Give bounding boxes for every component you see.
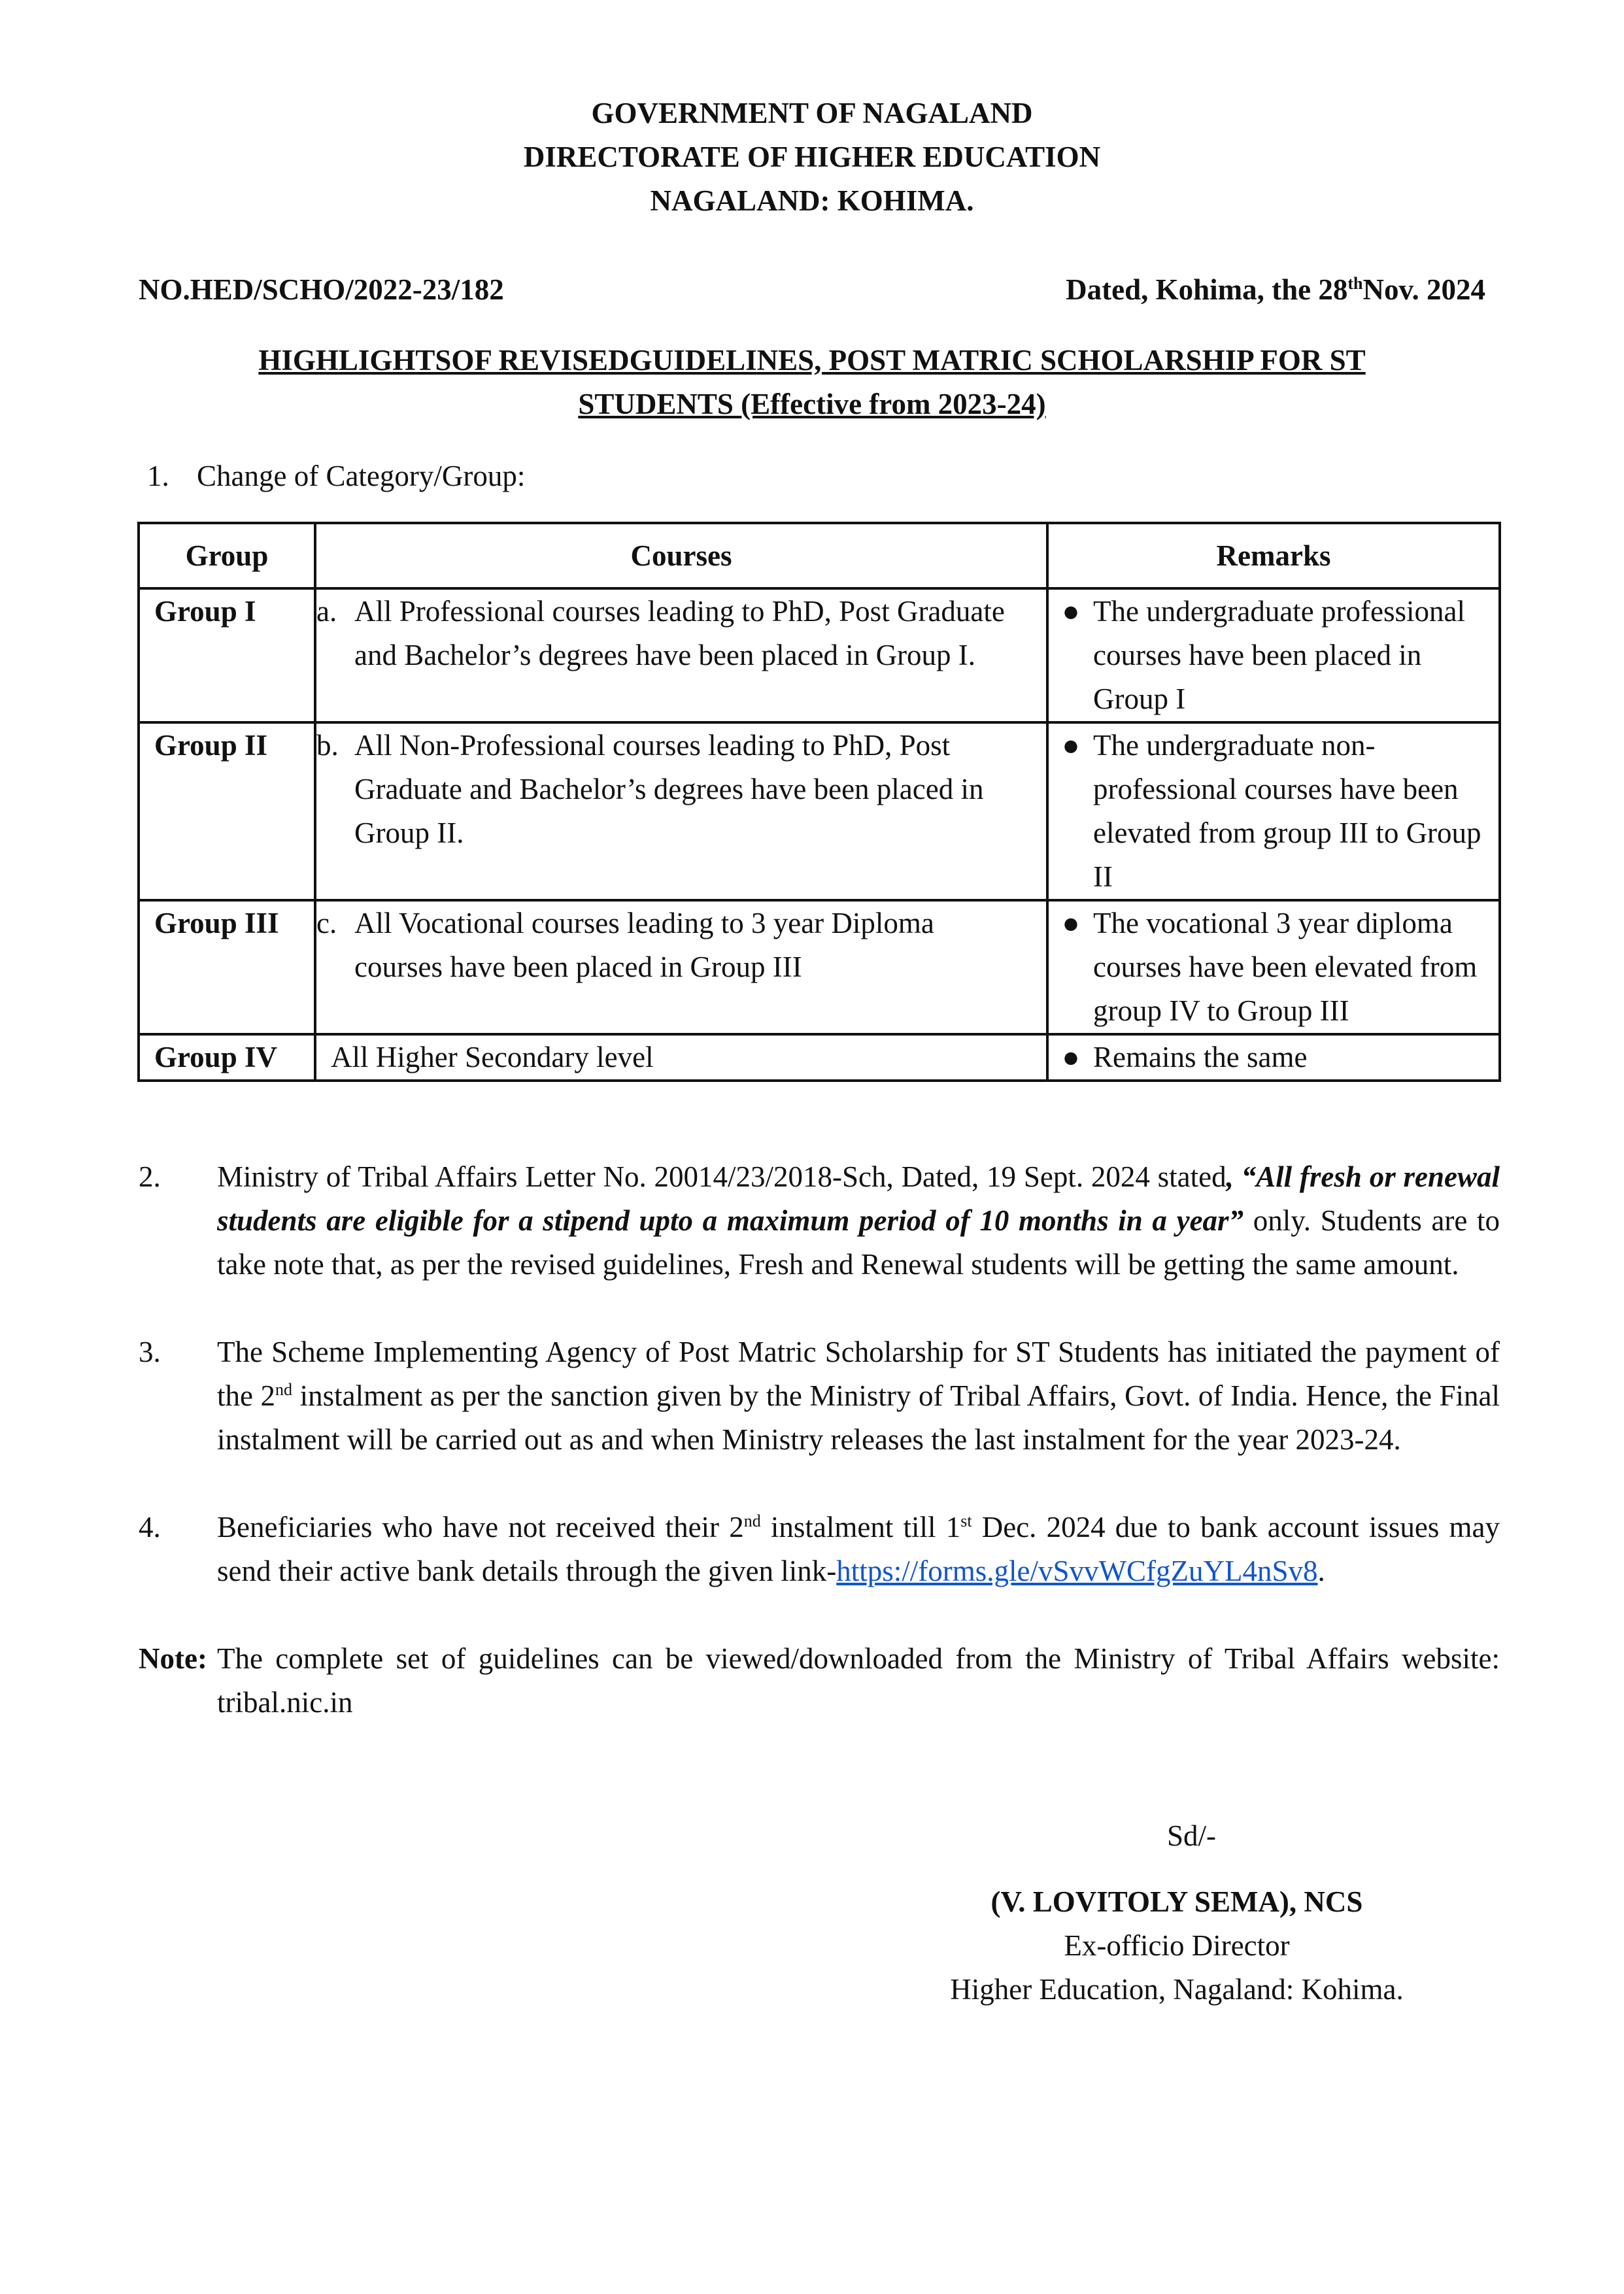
signatory-name: (V. LOVITOLY SEMA), NCS (990, 1885, 1363, 1918)
bank-details-form-link[interactable]: https://forms.gle/vSvvWCfgZuYL4nSv8 (836, 1555, 1318, 1587)
header-courses: Courses (315, 523, 1047, 588)
note (139, 1637, 1500, 1725)
paragraph-4-ordinal-2: st (960, 1511, 972, 1530)
table-row (139, 1034, 1500, 1081)
item-1-heading (147, 454, 525, 498)
letterhead-line-location: NAGALAND: KOHIMA. (650, 184, 974, 217)
table-header-row (139, 523, 1500, 588)
date-ordinal: th (1347, 274, 1363, 293)
paragraph-2-number: 2. (139, 1160, 161, 1193)
title-line-2: STUDENTS (Effective from 2023-24) (578, 388, 1046, 420)
table-row (139, 722, 1500, 900)
paragraph-2 (139, 1155, 1500, 1287)
paragraph-4-ordinal-1: nd (743, 1511, 761, 1530)
remark-text: The vocational 3 year diploma courses have been elevated from group IV to Group III (1093, 907, 1478, 1027)
note-label: Note: (139, 1642, 207, 1675)
course-letter: b. (316, 729, 339, 762)
paragraph-4-number: 4. (139, 1511, 161, 1543)
letterhead-line-directorate: DIRECTORATE OF HIGHER EDUCATION (523, 141, 1101, 173)
paragraph-3-number: 3. (139, 1336, 161, 1368)
course-text: All Professional courses leading to PhD, Post Graduate and Bachelor’s degrees have been placed in Group I. (354, 595, 1005, 671)
paragraph-3-text (217, 1330, 1500, 1462)
course-letter: a. (316, 595, 337, 628)
remark-text: The undergraduate non-professional courses have been elevated from group III to Group II (1093, 729, 1481, 893)
remark-text: Remains the same (1093, 1041, 1308, 1073)
group-name: Group I (139, 588, 315, 722)
letterhead-line-government: GOVERNMENT OF NAGALAND (591, 97, 1033, 129)
remark-cell (1047, 588, 1500, 722)
remark-text: The undergraduate professional courses have been placed in Group I (1093, 595, 1465, 715)
bullet-icon: ● (1062, 907, 1080, 939)
paragraph-4-text (217, 1506, 1500, 1593)
signatory-office: Higher Education, Nagaland: Kohima. (950, 1973, 1404, 2006)
course-text: All Higher Secondary level (315, 1034, 1047, 1081)
group-name: Group IV (139, 1034, 315, 1081)
reference-number: NO.HED/SCHO/2022-23/182 (139, 273, 504, 306)
header-remarks: Remarks (1047, 523, 1500, 588)
group-table (137, 522, 1501, 1082)
paragraph-2-text (217, 1155, 1500, 1287)
paragraph-4 (139, 1506, 1500, 1593)
paragraph-2-body: only. Students are to take note that, as per the revised guidelines, Fresh and Renewal students will be getting the same amount. (217, 1204, 1500, 1281)
bullet-icon: ● (1062, 1041, 1080, 1073)
paragraph-3 (139, 1330, 1500, 1462)
table-row (139, 900, 1500, 1034)
paragraph-4-body: Dec. 2024 due to bank account issues may send their active bank details through the given link- (217, 1511, 1500, 1587)
date-suffix: Nov. 2024 (1362, 273, 1485, 306)
group-name: Group III (139, 900, 315, 1034)
header-group: Group (139, 523, 315, 588)
course-cell (315, 588, 1047, 722)
paragraph-3-intro: The Scheme Implementing Agency of Post Matric Scholarship for ST Students has initiated the payment of the 2 (217, 1336, 1500, 1412)
paragraph-3-body: instalment as per the sanction given by the Ministry of Tribal Affairs, Govt. of India. Hence, the Final instalment will be carried out as and when Ministry releases the last instalment for the year 2023-24. (217, 1379, 1500, 1456)
group-name: Group II (139, 722, 315, 900)
title-line-1: HIGHLIGHTSOF REVISEDGUIDELINES, POST MATRIC SCHOLARSHIP FOR ST (258, 344, 1366, 377)
paragraph-4-mid: instalment till 1 (760, 1511, 961, 1543)
paragraph-3-ordinal: nd (275, 1380, 293, 1399)
table-row (139, 588, 1500, 722)
bullet-icon: ● (1062, 729, 1080, 762)
paragraph-4-intro: Beneficiaries who have not received their 2 (217, 1511, 744, 1543)
paragraph-4-end: . (1317, 1555, 1325, 1587)
note-text: The complete set of guidelines can be viewed/downloaded from the Ministry of Tribal Affairs website: tribal.nic.in (217, 1642, 1500, 1719)
course-cell (315, 722, 1047, 900)
course-letter: c. (316, 907, 337, 939)
issue-date (1066, 268, 1485, 312)
signatory-designation: Ex-officio Director (1064, 1929, 1290, 1962)
course-text: All Vocational courses leading to 3 year Diploma courses have been placed in Group III (354, 907, 934, 983)
remark-cell (1047, 900, 1500, 1034)
document-title (163, 339, 1461, 426)
paragraph-2-intro: Ministry of Tribal Affairs Letter No. 20014/23/2018-Sch, Dated, 19 Sept. 2024 stated (217, 1160, 1226, 1193)
remark-cell (1047, 722, 1500, 900)
item-1-number: 1. (147, 460, 169, 492)
item-1-text: Change of Category/Group: (197, 460, 526, 492)
course-cell (315, 900, 1047, 1034)
course-text: All Non-Professional courses leading to PhD, Post Graduate and Bachelor’s degrees have been placed in Group II. (354, 729, 984, 849)
letterhead (0, 92, 1624, 223)
remark-cell (1047, 1034, 1500, 1081)
paragraph-2-quote: , “All fresh or renewal students are eligible for a stipend upto a maximum period of 10 months in a year” (217, 1160, 1500, 1237)
signature-mark: Sd/- (1167, 1819, 1217, 1852)
date-prefix: Dated, Kohima, the 28 (1066, 273, 1348, 306)
bullet-icon: ● (1062, 595, 1080, 628)
